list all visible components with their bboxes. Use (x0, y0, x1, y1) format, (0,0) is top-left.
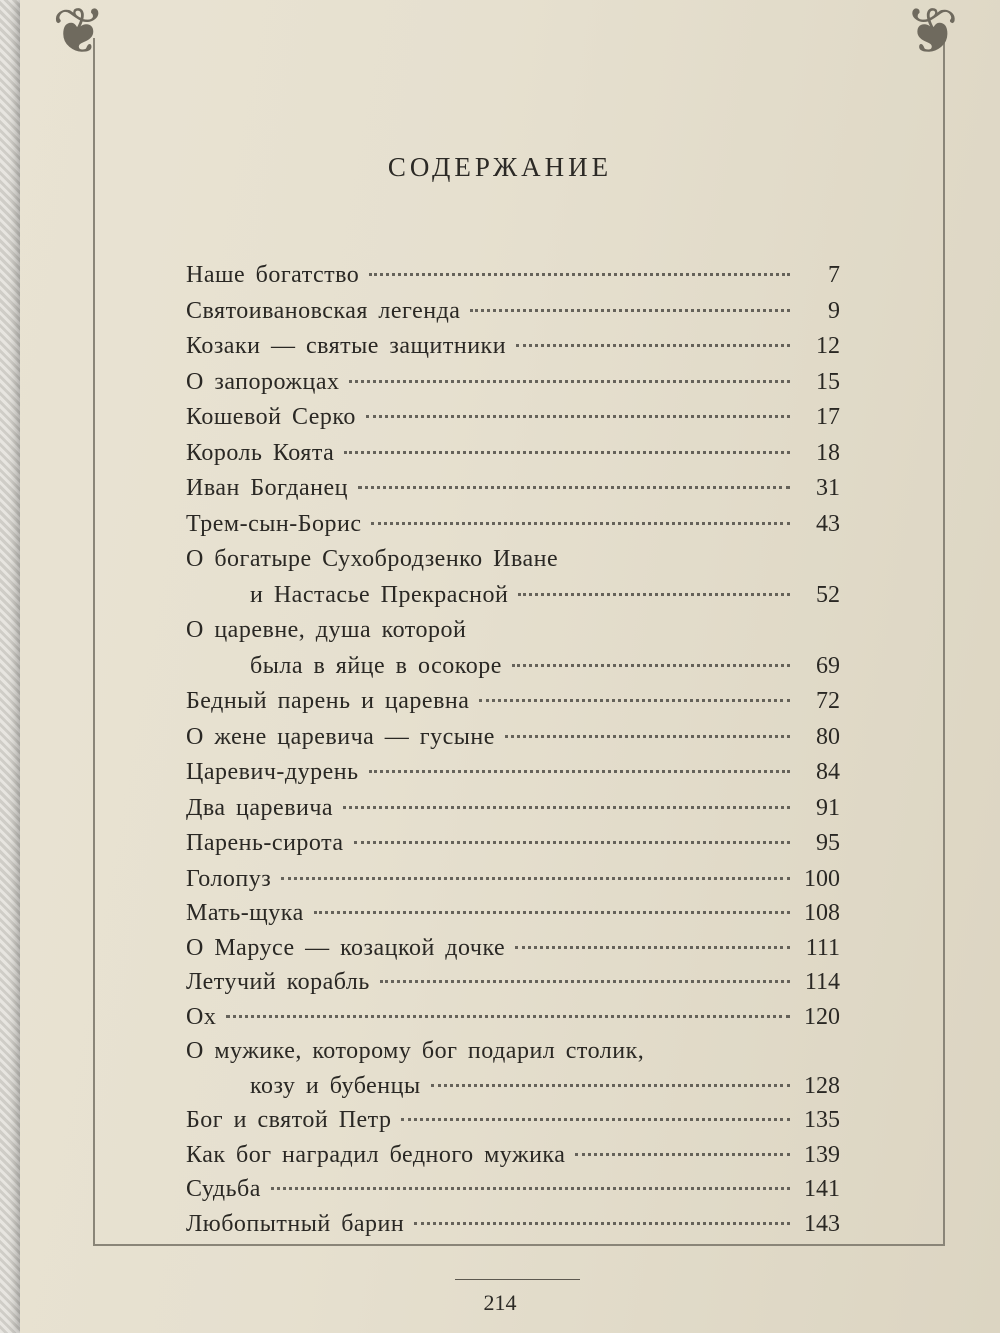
toc-entry (186, 542, 840, 578)
toc-entry (186, 258, 840, 294)
toc-entry-title: Святоивановская легенда (186, 297, 461, 324)
toc-entry-title: Наше богатство (186, 262, 360, 288)
corner-ornament-left-icon: ❦ (52, 0, 106, 67)
toc-entry (186, 471, 840, 507)
toc-entry-title: О Марусе — козацкой дочке (186, 934, 506, 961)
toc-entry-page: 143 (804, 1210, 840, 1237)
toc-entry (186, 294, 840, 330)
dot-leader (271, 1187, 790, 1190)
toc-entry-title: Трем-сын-Борис (186, 510, 362, 537)
toc-entry-title: Король Коята (186, 439, 335, 466)
toc-entry (186, 965, 840, 1000)
dot-leader (281, 877, 790, 880)
toc-entry-title: О царевне, душа которой (186, 617, 467, 643)
toc-entry-title: Козаки — святые защитники (186, 333, 507, 359)
toc-entry-page: 80 (816, 723, 840, 750)
dot-leader (369, 273, 790, 276)
toc-entry (186, 755, 840, 791)
dot-leader (414, 1222, 790, 1225)
toc-entry (186, 1000, 840, 1035)
dot-leader (380, 980, 790, 983)
dot-leader (344, 451, 790, 454)
footer-rule (455, 1279, 580, 1280)
toc-entry (186, 578, 840, 614)
toc-entry (186, 791, 840, 827)
toc-entry (186, 1207, 840, 1242)
page-number: 214 (483, 1290, 517, 1315)
toc-entry (186, 1103, 840, 1138)
toc-entry-title: О мужике, которому бог подарил столик, (186, 1038, 645, 1064)
toc-entry-title: Голопуз (186, 865, 272, 892)
toc-entry-title: Иван Богданец (186, 475, 348, 501)
dot-leader (515, 946, 790, 949)
toc-entry-page: 91 (816, 794, 840, 821)
toc-entry (186, 862, 840, 897)
toc-entry-title: была в яйце в осокоре (250, 652, 502, 679)
toc-entry-page: 139 (804, 1141, 840, 1168)
toc-entry-page: 9 (828, 297, 840, 324)
dot-leader (479, 699, 790, 702)
toc-entry (186, 1034, 840, 1069)
toc-entry-page: 120 (804, 1003, 840, 1030)
toc-entry-page: 31 (816, 475, 840, 501)
dot-leader (431, 1084, 790, 1087)
toc-entry (186, 931, 840, 966)
dot-leader (505, 735, 790, 738)
toc-entry (186, 896, 840, 931)
toc-entry (186, 436, 840, 472)
toc-entry (186, 1138, 840, 1173)
toc-entry-page: 128 (804, 1072, 840, 1099)
dot-leader (354, 841, 790, 844)
toc-entry-page: 18 (816, 439, 840, 466)
dot-leader (470, 309, 790, 312)
toc-entry-page: 100 (804, 865, 840, 892)
toc-entry-title: и Настасье Прекрасной (250, 581, 509, 608)
toc-entry-title: О запорожцах (186, 368, 340, 395)
toc-entry-title: Мать-щука (186, 900, 304, 926)
dot-leader (226, 1015, 790, 1018)
toc-entry-page: 15 (816, 368, 840, 395)
toc-entry-title: Царевич-дурень (186, 759, 359, 785)
toc-entry (186, 365, 840, 401)
toc-entry (186, 400, 840, 436)
dot-leader (358, 486, 790, 489)
toc-entry-title: Два царевича (186, 794, 334, 821)
toc-entry-page: 141 (804, 1176, 840, 1202)
dot-leader (401, 1118, 790, 1121)
toc-entry (186, 613, 840, 649)
toc-entry-title: Парень-сирота (186, 830, 344, 856)
toc-entry (186, 1069, 840, 1104)
toc-entry-title: О жене царевича — гусыне (186, 723, 495, 750)
toc-entry-title: Как бог наградил бедного мужика (186, 1141, 566, 1168)
dot-leader (512, 664, 790, 667)
toc-entry-page: 114 (804, 969, 840, 995)
toc-entry-title: козу и бубенцы (250, 1072, 421, 1099)
toc-entry-page: 111 (805, 934, 840, 961)
toc-entry (186, 720, 840, 756)
dot-leader (343, 806, 790, 809)
toc-entry-page: 12 (816, 333, 840, 359)
dot-leader (371, 522, 790, 525)
dot-leader (518, 593, 790, 596)
toc-entry-page: 72 (816, 688, 840, 714)
toc-entry (186, 1172, 840, 1207)
dot-leader (369, 770, 790, 773)
toc-entry (186, 329, 840, 365)
toc-entry-page: 84 (816, 759, 840, 785)
toc-entry-title: Любопытный барин (186, 1210, 405, 1237)
toc-entry-title: Судьба (186, 1176, 261, 1202)
dot-leader (516, 344, 790, 347)
corner-ornament-right-icon: ❦ (905, 0, 959, 67)
toc-entry-page: 95 (816, 830, 840, 856)
toc-entry-title: Кошевой Серко (186, 404, 356, 430)
toc-entry (186, 649, 840, 685)
dot-leader (349, 380, 790, 383)
toc-entry-title: Бог и святой Петр (186, 1107, 392, 1133)
toc-entry-page: 52 (816, 581, 840, 608)
toc-entry (186, 507, 840, 543)
dot-leader (575, 1153, 790, 1156)
toc-entry-page: 69 (816, 652, 840, 679)
toc-entry-title: Бедный парень и царевна (186, 688, 470, 714)
dot-leader (366, 415, 790, 418)
toc-entry-page: 43 (816, 510, 840, 537)
toc-entry-title: Летучий корабль (186, 969, 370, 995)
toc-entry-title: О богатыре Сухобродзенко Иване (186, 546, 559, 572)
toc-entry-page: 108 (804, 900, 840, 926)
toc-entry (186, 826, 840, 862)
contents-heading: СОДЕРЖАНИЕ (387, 152, 613, 182)
table-of-contents (186, 258, 840, 1241)
toc-entry-title: Ох (186, 1003, 217, 1030)
toc-entry-page: 135 (804, 1107, 840, 1133)
dot-leader (314, 911, 790, 914)
toc-entry-page: 17 (816, 404, 840, 430)
toc-entry (186, 684, 840, 720)
toc-entry-page: 7 (828, 262, 840, 288)
